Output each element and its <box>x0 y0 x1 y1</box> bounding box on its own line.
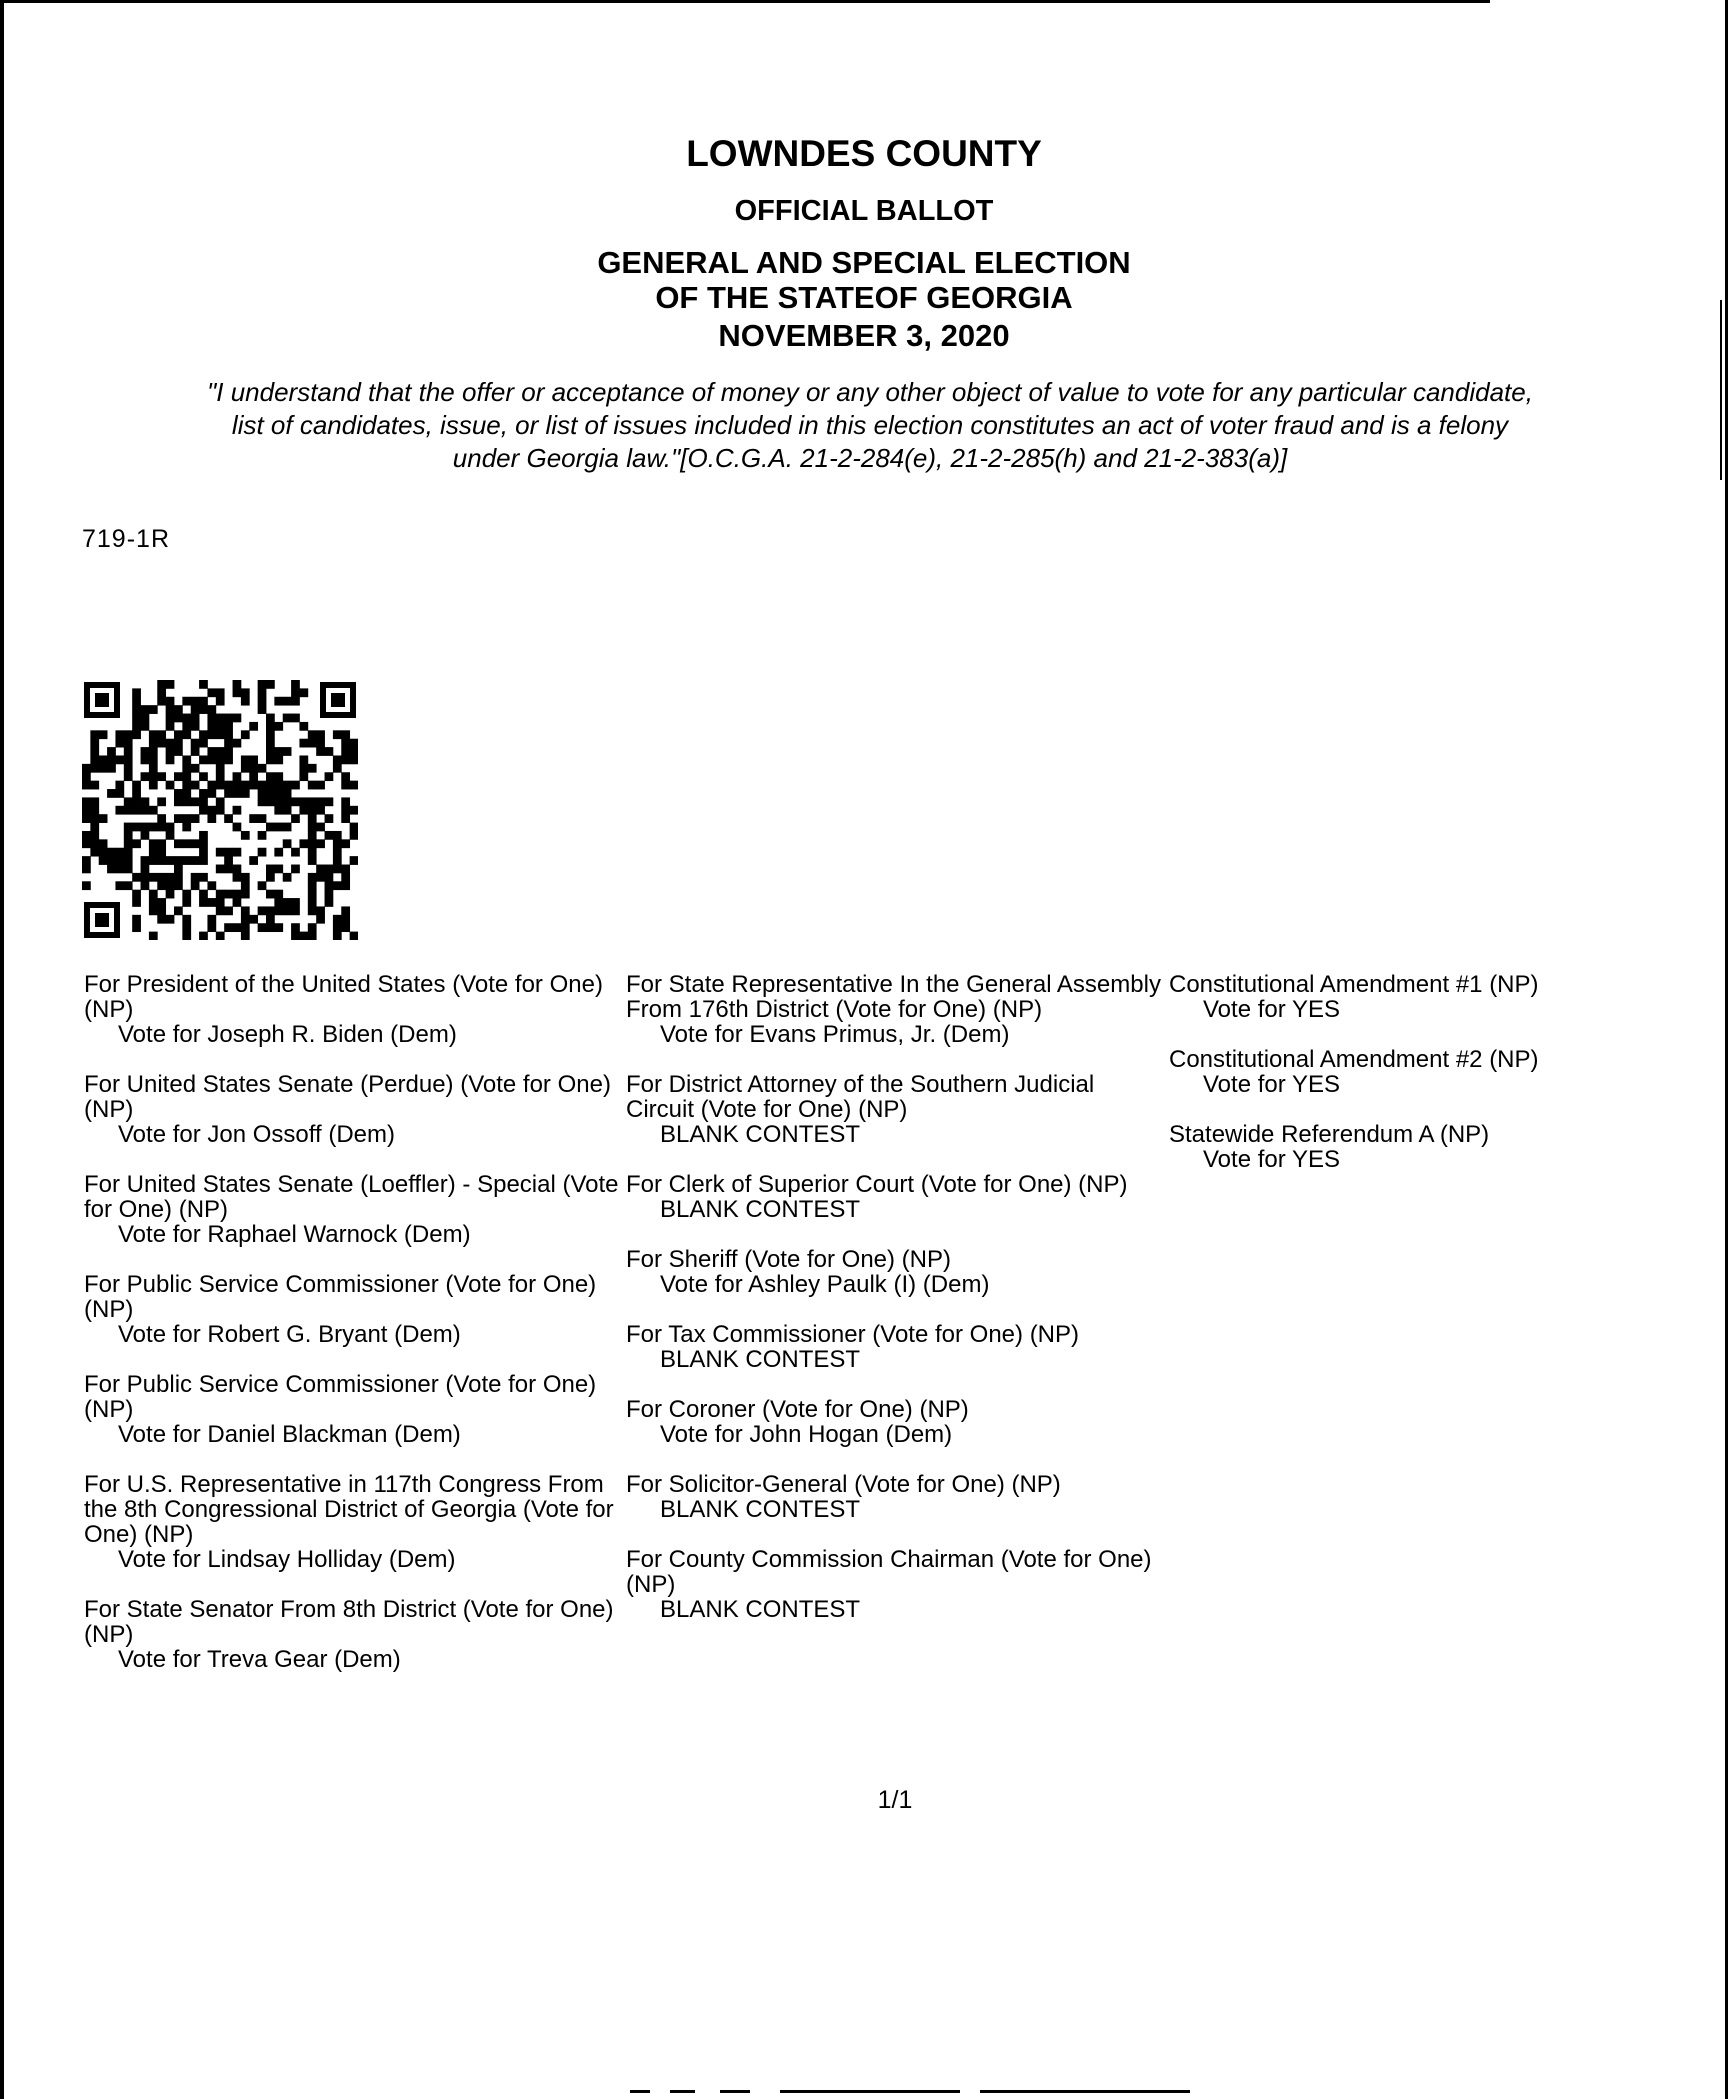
notice-line-2: list of candidates, issue, or list of issues included in this election constitutes an act of voter fraud and is a felony <box>231 410 1509 440</box>
contest-choice: Vote for Raphael Warnock (Dem) <box>118 1221 471 1248</box>
election-title-line-1: GENERAL AND SPECIAL ELECTION <box>597 245 1131 280</box>
contest-choice: Vote for Evans Primus, Jr. (Dem) <box>660 1021 1010 1048</box>
contest-title: For United States Senate (Loeffler) - Special (Vote for One) (NP) <box>84 1171 619 1223</box>
contest-choice: Vote for Joseph R. Biden (Dem) <box>118 1021 457 1048</box>
contest-choice: Vote for Daniel Blackman (Dem) <box>118 1421 461 1448</box>
contest-title: Constitutional Amendment #2 (NP) <box>1169 1046 1539 1073</box>
contest-choice: Vote for Jon Ossoff (Dem) <box>118 1121 395 1148</box>
contest-title: For Coroner (Vote for One) (NP) <box>626 1396 969 1423</box>
contest-choice: BLANK CONTEST <box>660 1196 861 1223</box>
notice-line-3: under Georgia law."[O.C.G.A. 21-2-284(e), 21-2-285(h) and 21-2-383(a)] <box>452 443 1288 473</box>
bottom-scan-marks <box>630 2090 1190 2093</box>
page-number: 1/1 <box>877 1786 913 1814</box>
contest-choice: BLANK CONTEST <box>660 1346 861 1373</box>
contest-title: For State Senator From 8th District (Vote for One) (NP) <box>84 1596 614 1648</box>
contest <box>84 1272 624 1347</box>
election-date: NOVEMBER 3, 2020 <box>718 318 1010 353</box>
contest-choice: BLANK CONTEST <box>660 1496 861 1523</box>
notice-line-1: "I understand that the offer or acceptance of money or any other object of value to vote for any particular candidate, <box>207 377 1533 407</box>
contest <box>626 1322 1166 1372</box>
contest <box>84 1172 624 1247</box>
contest-title: For Sheriff (Vote for One) (NP) <box>626 1246 951 1273</box>
contest-choice: Vote for Lindsay Holliday (Dem) <box>118 1546 456 1573</box>
ballot-column-2 <box>626 972 1166 1647</box>
contest-title: For Solicitor-General (Vote for One) (NP) <box>626 1471 1061 1498</box>
contest-choice: BLANK CONTEST <box>660 1596 861 1623</box>
contest <box>1169 1047 1689 1097</box>
contest-title: For County Commission Chairman (Vote for One) (NP) <box>626 1546 1152 1598</box>
contest <box>84 972 624 1047</box>
contest-title: For Public Service Commissioner (Vote for One) (NP) <box>84 1371 597 1423</box>
election-title <box>0 245 1728 315</box>
contest <box>626 1172 1166 1222</box>
contest <box>626 1072 1166 1147</box>
contest <box>626 972 1166 1047</box>
contest-choice: Vote for Robert G. Bryant (Dem) <box>118 1321 461 1348</box>
contest <box>84 1372 624 1447</box>
contest-title: Constitutional Amendment #1 (NP) <box>1169 971 1539 998</box>
ballot-type: OFFICIAL BALLOT <box>734 195 994 227</box>
contest-title: For United States Senate (Perdue) (Vote for One) (NP) <box>84 1071 611 1123</box>
qr-code-icon <box>82 680 358 940</box>
contest <box>84 1072 624 1147</box>
voter-fraud-notice <box>70 376 1670 475</box>
contest-title: For Tax Commissioner (Vote for One) (NP) <box>626 1321 1080 1348</box>
contest-title: For State Representative In the General Assembly From 176th District (Vote for One) (NP) <box>626 971 1161 1023</box>
contest-title: For Clerk of Superior Court (Vote for One) (NP) <box>626 1171 1128 1198</box>
contest-title: For Public Service Commissioner (Vote for One) (NP) <box>84 1271 597 1323</box>
contest-choice: Vote for YES <box>1203 1146 1340 1173</box>
contest-choice: Vote for Ashley Paulk (I) (Dem) <box>660 1271 990 1298</box>
contest <box>1169 972 1689 1022</box>
election-title-line-2: OF THE STATEOF GEORGIA <box>655 280 1073 315</box>
county-title: LOWNDES COUNTY <box>686 133 1042 174</box>
contest-title: For District Attorney of the Southern Judicial Circuit (Vote for One) (NP) <box>626 1071 1095 1123</box>
ballot-column-3 <box>1169 972 1689 1197</box>
contest-title: For U.S. Representative in 117th Congress From the 8th Congressional District of Georgia (Vote for One) (NP) <box>84 1471 614 1548</box>
contest <box>1169 1122 1689 1172</box>
contest-choice: Vote for YES <box>1203 996 1340 1023</box>
contest <box>626 1397 1166 1447</box>
contest-choice: Vote for YES <box>1203 1071 1340 1098</box>
contest <box>626 1472 1166 1522</box>
contest <box>84 1472 624 1572</box>
contest <box>84 1597 624 1672</box>
contest-title: Statewide Referendum A (NP) <box>1169 1121 1490 1148</box>
contest-choice: Vote for Treva Gear (Dem) <box>118 1646 401 1673</box>
contest-choice: BLANK CONTEST <box>660 1121 861 1148</box>
contest-choice: Vote for John Hogan (Dem) <box>660 1421 953 1448</box>
scan-border-top <box>0 0 1490 3</box>
ballot-column-1 <box>84 972 624 1697</box>
ballot-style-code: 719-1R <box>82 525 170 553</box>
contest <box>626 1247 1166 1297</box>
contest-title: For President of the United States (Vote for One) (NP) <box>84 971 603 1023</box>
contest <box>626 1547 1166 1622</box>
